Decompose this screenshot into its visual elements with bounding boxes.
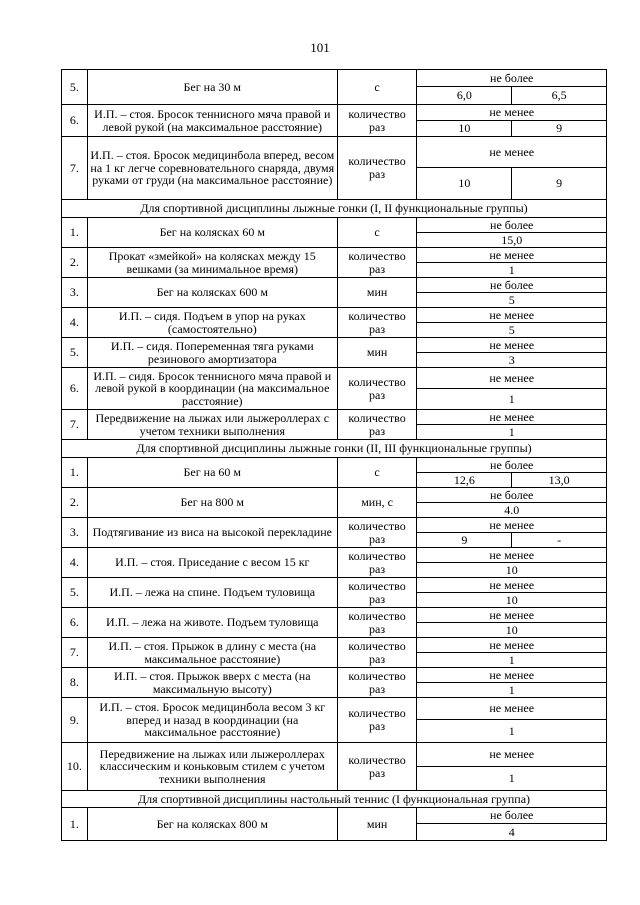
section-title: Для спортивной дисциплины настольный теннис (I функциональная группа) xyxy=(62,791,607,808)
standards-table xyxy=(61,69,607,841)
row-number: 7. xyxy=(62,137,88,200)
norm-condition: не менее xyxy=(417,338,607,353)
unit-of-measure: с xyxy=(337,218,417,248)
norm-value-second: 6,5 xyxy=(512,87,607,105)
norm-value: 4.0 xyxy=(417,503,607,518)
table-row xyxy=(62,808,607,824)
exercise-name: И.П. – сидя. Бросок теннисного мяча правой и левой рукой в координации (на максимальное расстояние) xyxy=(87,368,337,410)
unit-of-measure: количество раз xyxy=(337,668,417,698)
norm-value-second: - xyxy=(512,533,607,548)
row-number: 3. xyxy=(62,518,88,548)
table-row xyxy=(62,70,607,87)
exercise-name: И.П. – стоя. Бросок теннисного мяча правой и левой рукой (на максимальное расстояние) xyxy=(87,105,337,137)
exercise-name: Подтягивание из виса на высокой перекладине xyxy=(87,518,337,548)
exercise-name: Бег на 800 м xyxy=(87,488,337,518)
norm-condition: не более xyxy=(417,808,607,824)
norm-condition: не менее xyxy=(417,548,607,563)
table-row xyxy=(62,137,607,168)
norm-value: 15,0 xyxy=(417,233,607,248)
unit-of-measure: количество раз xyxy=(337,608,417,638)
table-row xyxy=(62,743,607,767)
unit-of-measure: количество раз xyxy=(337,518,417,548)
table-row xyxy=(62,338,607,353)
unit-of-measure: мин xyxy=(337,338,417,368)
norm-condition: не менее xyxy=(417,137,607,168)
norm-value: 10 xyxy=(417,623,607,638)
row-number: 5. xyxy=(62,70,88,105)
unit-of-measure: количество раз xyxy=(337,248,417,278)
table-row xyxy=(62,278,607,293)
table-row xyxy=(62,608,607,623)
row-number: 9. xyxy=(62,698,88,743)
section-title: Для спортивной дисциплины лыжные гонки (II, III функциональные группы) xyxy=(62,440,607,458)
exercise-name: Бег на 60 м xyxy=(87,458,337,488)
exercise-name: И.П. – сидя. Попеременная тяга руками резинового амортизатора xyxy=(87,338,337,368)
table-row xyxy=(62,308,607,323)
norm-condition: не более xyxy=(417,70,607,87)
table-row xyxy=(62,488,607,503)
norm-condition: не менее xyxy=(417,518,607,533)
unit-of-measure: количество раз xyxy=(337,638,417,668)
unit-of-measure: с xyxy=(337,458,417,488)
table-row xyxy=(62,218,607,233)
unit-of-measure: количество раз xyxy=(337,548,417,578)
exercise-name: И.П. – стоя. Приседание с весом 15 кг xyxy=(87,548,337,578)
exercise-name: И.П. – сидя. Подъем в упор на руках (самостоятельно) xyxy=(87,308,337,338)
norm-value: 1 xyxy=(417,683,607,698)
page-number: 101 xyxy=(310,40,330,55)
exercise-name: Передвижение на лыжах или лыжероллерах классическим и коньковым стилем с учетом техники выполнения xyxy=(87,743,337,791)
norm-condition: не более xyxy=(417,458,607,473)
row-number: 2. xyxy=(62,488,88,518)
section-header xyxy=(62,791,607,808)
norm-condition: не более xyxy=(417,218,607,233)
table-row xyxy=(62,638,607,653)
norm-value: 1 xyxy=(417,425,607,440)
norm-condition: не менее xyxy=(417,105,607,121)
norm-condition: не менее xyxy=(417,698,607,720)
norm-value: 5 xyxy=(417,323,607,338)
norm-value: 1 xyxy=(417,389,607,410)
unit-of-measure: мин xyxy=(337,808,417,841)
unit-of-measure: количество раз xyxy=(337,578,417,608)
row-number: 10. xyxy=(62,743,88,791)
norm-value-second: 9 xyxy=(512,121,607,137)
unit-of-measure: количество раз xyxy=(337,698,417,743)
exercise-name: И.П. – стоя. Прыжок вверх с места (на максимальную высоту) xyxy=(87,668,337,698)
table-row xyxy=(62,410,607,425)
row-number: 6. xyxy=(62,368,88,410)
row-number: 5. xyxy=(62,578,88,608)
norm-condition: не менее xyxy=(417,248,607,263)
norm-condition: не менее xyxy=(417,668,607,683)
exercise-name: Передвижение на лыжах или лыжероллерах с учетом техники выполнения xyxy=(87,410,337,440)
unit-of-measure: количество раз xyxy=(337,368,417,410)
exercise-name: И.П. – стоя. Прыжок в длину с места (на максимальное расстояние) xyxy=(87,638,337,668)
norm-value-first: 9 xyxy=(417,533,512,548)
unit-of-measure: количество раз xyxy=(337,105,417,137)
row-number: 7. xyxy=(62,410,88,440)
norm-condition: не менее xyxy=(417,608,607,623)
row-number: 6. xyxy=(62,105,88,137)
exercise-name: Бег на 30 м xyxy=(87,70,337,105)
unit-of-measure: мин xyxy=(337,278,417,308)
row-number: 1. xyxy=(62,458,88,488)
norm-condition: не менее xyxy=(417,368,607,389)
unit-of-measure: количество раз xyxy=(337,308,417,338)
norm-condition: не менее xyxy=(417,578,607,593)
table-row xyxy=(62,105,607,121)
table-row xyxy=(62,518,607,533)
norm-value-first: 10 xyxy=(417,121,512,137)
exercise-name: Бег на колясках 60 м xyxy=(87,218,337,248)
row-number: 4. xyxy=(62,548,88,578)
row-number: 4. xyxy=(62,308,88,338)
table-row xyxy=(62,458,607,473)
row-number: 1. xyxy=(62,808,88,841)
norm-value: 1 xyxy=(417,653,607,668)
section-header xyxy=(62,200,607,218)
exercise-name: И.П. – лежа на спине. Подъем туловища xyxy=(87,578,337,608)
unit-of-measure: количество раз xyxy=(337,410,417,440)
norm-value: 1 xyxy=(417,767,607,791)
table-row xyxy=(62,578,607,593)
row-number: 8. xyxy=(62,668,88,698)
norm-condition: не менее xyxy=(417,308,607,323)
table-row xyxy=(62,668,607,683)
norm-condition: не более xyxy=(417,488,607,503)
norm-value: 1 xyxy=(417,263,607,278)
unit-of-measure: количество раз xyxy=(337,743,417,791)
exercise-name: Бег на колясках 600 м xyxy=(87,278,337,308)
exercise-name: Бег на колясках 800 м xyxy=(87,808,337,841)
table-row xyxy=(62,698,607,720)
section-header xyxy=(62,440,607,458)
row-number: 6. xyxy=(62,608,88,638)
unit-of-measure: мин, с xyxy=(337,488,417,518)
exercise-name: Прокат «змейкой» на колясках между 15 вешками (за минимальное время) xyxy=(87,248,337,278)
norm-condition: не менее xyxy=(417,410,607,425)
norm-value: 5 xyxy=(417,293,607,308)
row-number: 2. xyxy=(62,248,88,278)
unit-of-measure: с xyxy=(337,70,417,105)
exercise-name: И.П. – стоя. Бросок медицинбола весом 3 кг вперед и назад в координации (на максимальное расстояние) xyxy=(87,698,337,743)
norm-value-first: 10 xyxy=(417,168,512,200)
norm-value: 10 xyxy=(417,593,607,608)
unit-of-measure: количество раз xyxy=(337,137,417,200)
row-number: 7. xyxy=(62,638,88,668)
norm-value: 4 xyxy=(417,824,607,841)
row-number: 3. xyxy=(62,278,88,308)
norm-value-second: 9 xyxy=(512,168,607,200)
norm-value: 10 xyxy=(417,563,607,578)
table-row xyxy=(62,248,607,263)
norm-value-second: 13,0 xyxy=(512,473,607,488)
section-title: Для спортивной дисциплины лыжные гонки (I, II функциональные группы) xyxy=(62,200,607,218)
norm-condition: не более xyxy=(417,278,607,293)
norm-value-first: 6,0 xyxy=(417,87,512,105)
table-row xyxy=(62,368,607,389)
norm-value: 1 xyxy=(417,720,607,743)
row-number: 5. xyxy=(62,338,88,368)
table-row xyxy=(62,548,607,563)
exercise-name: И.П. – стоя. Бросок медицинбола вперед, весом на 1 кг легче соревновательного снаряда, двумя руками от груди (на максимальное расстояние) xyxy=(87,137,337,200)
exercise-name: И.П. – лежа на животе. Подъем туловища xyxy=(87,608,337,638)
row-number: 1. xyxy=(62,218,88,248)
norm-value-first: 12,6 xyxy=(417,473,512,488)
norm-condition: не менее xyxy=(417,638,607,653)
norm-value: 3 xyxy=(417,353,607,368)
norm-condition: не менее xyxy=(417,743,607,767)
